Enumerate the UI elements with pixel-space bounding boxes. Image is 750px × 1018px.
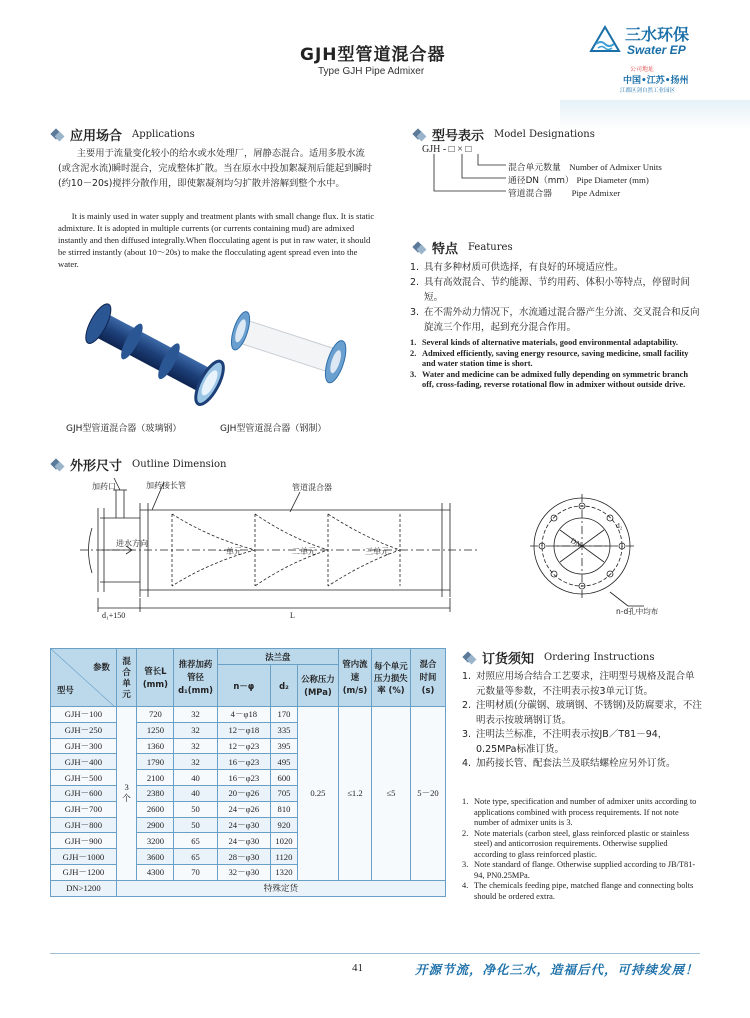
header-mix-time: 混合时间 (s): [410, 649, 445, 707]
table-row: GJH－500 2100 40 16－φ23 600: [51, 770, 446, 786]
table-row: GJH－800 2900 50 24－φ30 920: [51, 817, 446, 833]
table-row: GJH－700 2600 50 24－φ26 810: [51, 801, 446, 817]
logo-text-en: Swater EP: [627, 43, 686, 57]
caption-steel: GJH型管道混合器（钢制）: [220, 424, 327, 434]
table-row: GJH－400 1790 32 16－φ23 495: [51, 754, 446, 770]
label-bolt-holes: n-d孔中均布: [616, 607, 659, 616]
header-dose-pipe: 推荐加药管径 d₁(mm): [174, 649, 217, 707]
features-heading: [412, 238, 513, 257]
pressure-cell: 0.25: [297, 707, 338, 881]
outline-heading-en: Outline Dimension: [132, 459, 227, 470]
label-length: L: [290, 611, 295, 620]
features-heading-en: Features: [468, 242, 513, 253]
header-n-phi: n－φ: [217, 665, 270, 707]
frp-admixer-image: [78, 290, 228, 420]
label-d1: d₁+150: [102, 611, 126, 620]
label-dosing-port: 加药口: [92, 482, 116, 491]
applications-heading-cn: 应用场合: [70, 129, 123, 144]
model-line-units: 混合单元数量 Number of Admixer Units: [508, 162, 662, 173]
table-row: GJH－300 1360 32 12－φ23 395: [51, 738, 446, 754]
header-param-model: 参数 型号: [51, 649, 117, 707]
applications-heading-en: Applications: [132, 129, 195, 140]
footer-divider: [50, 953, 700, 954]
units-cell: 3个: [116, 707, 137, 881]
header-flange: 法兰盘: [217, 649, 338, 665]
ordering-heading-en: Ordering Instructions: [544, 652, 655, 663]
list-item: 1. Note type, specification and number of admixer units according to applications combined with process requirements. If not note number of admixer units is 3.: [462, 797, 697, 827]
outline-end-drawing: [520, 478, 659, 618]
list-item: 2. 注明材质(分碳钢、玻璃钢、不锈钢)及防腐要求，不注明表示按玻璃钢订货。: [462, 700, 702, 726]
list-item: 3. Note standard of flange. Otherwise supplied according to JB/T81-94, PN0.25MPa.: [462, 860, 696, 880]
list-item: 2. Note materials (carbon steel, glass reinforced plastic or stainless steel) and anticorrosion requirements. Otherwise supplied according to glass reinforced plastic.: [462, 828, 690, 859]
diamond-bullet-icon: [50, 458, 64, 472]
label-dosing-pipe: 加药接长管: [146, 481, 186, 490]
list-item: 3. 注明法兰标准，不注明表示按JB／T81－94，0.25MPa标准订货。: [462, 729, 668, 755]
header-headloss: 每个单元压力损失率 (%): [371, 649, 410, 707]
ordering-list-cn: [462, 670, 702, 772]
label-pipe-admixer: 管道混合器: [292, 483, 332, 492]
table-row: GJH－100 3个 720 32 4－φ18 170 0.25 ≤1.2 ≤5 5－20: [51, 707, 446, 723]
table-row: GJH－1200 4300 70 32－φ30 1320: [51, 864, 446, 880]
velocity-cell: ≤1.2: [338, 707, 371, 881]
diamond-bullet-icon: [462, 651, 476, 665]
list-item: 3. 在不需外动力情况下，水流通过混合器产生分流、交叉混合和反向旋流三个作用，起到充分混合作用。: [410, 307, 700, 333]
page-title: GJH型管道混合器: [300, 45, 446, 65]
footer-slogan: 开源节流，净化三水，造福后代，可持续发展！: [415, 962, 699, 977]
page-subtitle: Type GJH Pipe Admixer: [318, 66, 425, 77]
applications-heading: [50, 125, 195, 144]
outline-heading-cn: 外形尺寸: [70, 459, 123, 474]
diamond-bullet-icon: [50, 128, 64, 142]
label-dn: DN: [569, 535, 583, 550]
steel-admixer-image: [225, 300, 355, 400]
list-item: 1. 具有多种材质可供选择，有良好的环境适应性。: [410, 262, 624, 273]
applications-text-cn: 主要用于流量变化较小的给水或水处理厂，屑静态混合。适用多股水流(或含泥水流)瞬时混合，完成整体扩散。当在原水中投加絮凝剂后能起到瞬时(约10－20s)搅拌分散作用，即使絮凝剂均匀扩散并溶解到整个水中。: [58, 148, 373, 189]
logo-text-cn: 三水环保: [625, 25, 690, 44]
applications-text-en: It is mainly used in water supply and treatment plants with small change flux. It is static admixture. It is adopted in multiple currents (or currents containing mud) are admixed instantly and then diffused integrally.When flocculating agent is put in raw water, it should be stirred instantly (about 10～20s) to make the flocculating agent spread even into the water.: [58, 211, 375, 269]
list-item: 2. Admixed efficiently, saving energy resource, saving medicine, small facility and water station time is short.: [410, 348, 689, 368]
page-number: 41: [352, 962, 363, 974]
diamond-bullet-icon: [412, 241, 426, 255]
list-item: 1. 对照应用场合结合工艺要求，注明型号规格及混合单元数量等参数，不注明表示按3单元订货。: [462, 671, 695, 697]
table-row: GJH－600 2380 40 20－φ26 705: [51, 785, 446, 801]
header-length: 管长L (mm): [137, 649, 174, 707]
list-item: 1. Several kinds of alternative materials, good environmental adaptability.: [410, 338, 678, 347]
table-row: GJH－1000 3600 65 28－φ30 1120: [51, 849, 446, 865]
model-line-admixer: 管道混合器 Pipe Admixer: [508, 188, 621, 199]
features-list-en: [410, 338, 700, 391]
features-list-cn: [410, 260, 700, 335]
outline-side-drawing: [80, 478, 500, 620]
model-heading-en: Model Designations: [494, 129, 595, 140]
logo-icon: [590, 26, 620, 52]
logo-location: 中国•江苏•扬州: [623, 76, 689, 86]
label-d2: d₂: [616, 521, 623, 530]
features-heading-cn: 特点: [432, 242, 459, 257]
table-row: GJH－250 1250 32 12－φ18 335: [51, 722, 446, 738]
ordering-heading-cn: 订货须知: [482, 652, 535, 667]
label-unit-2: 二单元: [292, 547, 316, 556]
list-item: 4. 加药接长管、配套法兰及联结螺栓应另外订货。: [462, 758, 676, 769]
diagonal-divider: [51, 649, 115, 707]
header-velocity: 管内流速 (m/s): [338, 649, 371, 707]
header-pressure: 公称压力 (MPa): [297, 665, 338, 707]
label-inflow: 进水方向: [116, 539, 148, 548]
table-row: DN>1200 特殊定货: [51, 880, 446, 896]
mix-time-cell: 5－20: [410, 707, 445, 881]
header-d2: d₂: [271, 665, 298, 707]
outline-heading: [50, 455, 226, 474]
model-heading: [412, 125, 595, 144]
model-prefix: GJH - □ × □: [422, 144, 472, 155]
model-heading-cn: 型号表示: [432, 129, 485, 144]
list-item: 4. The chemicals feeding pipe, matched flange and connecting bolts should be ordered extra.: [462, 881, 694, 901]
model-bracket-lines: [428, 152, 508, 200]
caption-frp: GJH型管道混合器（玻璃钢）: [66, 424, 182, 434]
diamond-bullet-icon: [412, 128, 426, 142]
ordering-list-en: [462, 797, 702, 902]
logo-address-label: 公司地址: [630, 66, 655, 73]
spec-table: [50, 648, 446, 897]
header-units: 混合单元: [116, 649, 137, 707]
logo-district: 江都区剑自然工业园区: [620, 88, 676, 94]
headloss-cell: ≤5: [371, 707, 410, 881]
ordering-heading: [462, 648, 654, 667]
list-item: 3. Water and medicine can be admixed fully depending on symmetric branch off, cross-fading, reverse rotational flow in admixer without outside drive.: [410, 369, 688, 389]
table-row: GJH－900 3200 65 24－φ30 1020: [51, 833, 446, 849]
list-item: 2. 具有高效混合、节约能源、节约用药、体积小等特点，停留时间短。: [410, 277, 691, 303]
label-unit-1: 一单元: [218, 547, 242, 556]
label-unit-3: 三单元: [365, 547, 389, 556]
model-line-diameter: 通径DN（mm） Pipe Diameter (mm): [508, 175, 649, 186]
